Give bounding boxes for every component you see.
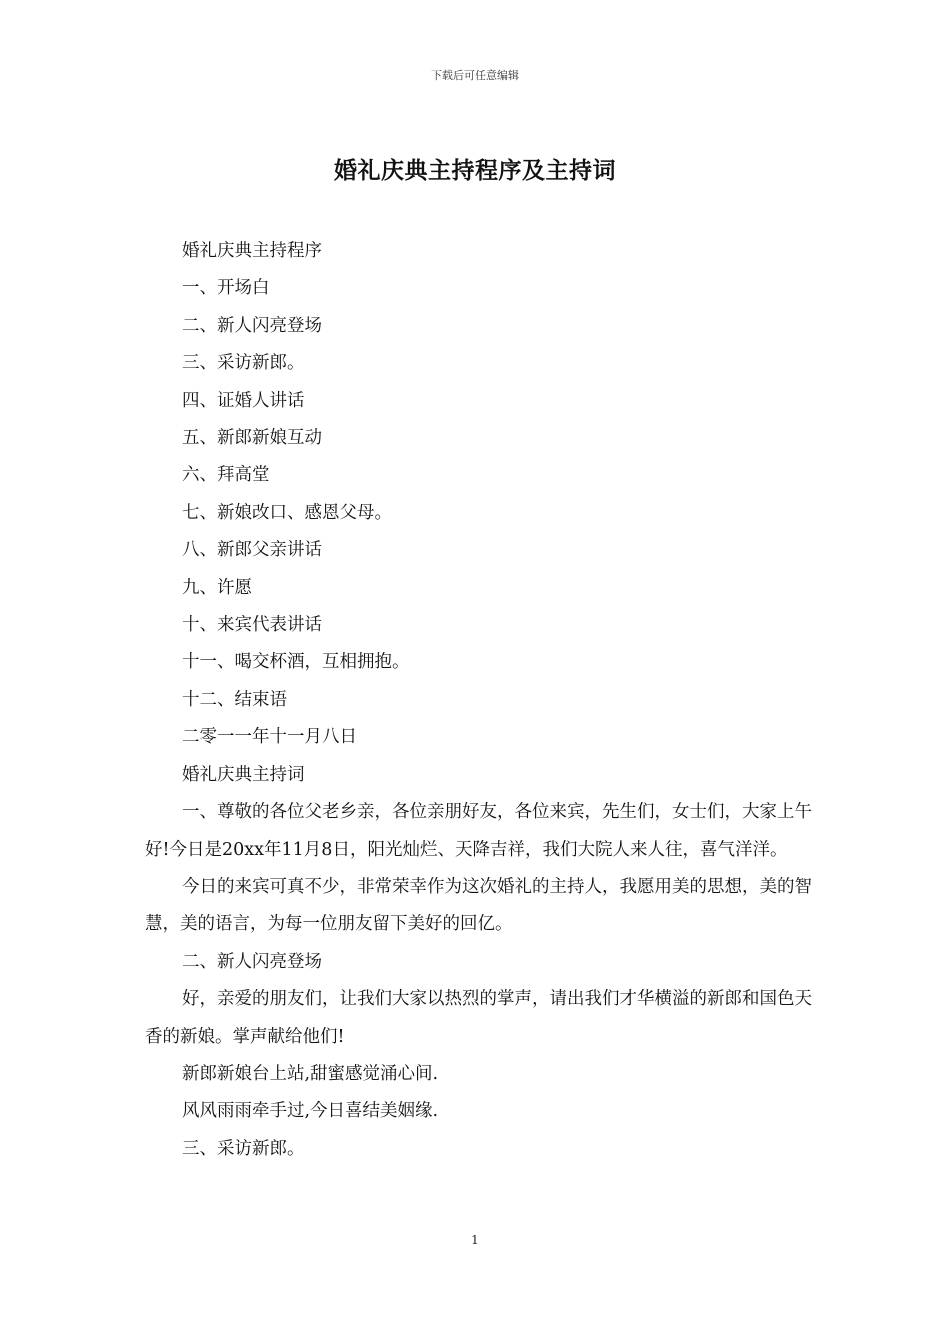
speech-verse-line: 新郎新娘台上站,甜蜜感觉涌心间. xyxy=(182,1063,439,1084)
speech-heading: 婚礼庆典主持词 xyxy=(182,764,305,785)
program-item: 三、采访新郎。 xyxy=(182,353,305,374)
program-item: 十一、喝交杯酒，互相拥抱。 xyxy=(182,652,410,673)
document-body xyxy=(145,233,820,1168)
speech-paragraph: 今日的来宾可真不少，非常荣幸作为这次婚礼的主持人，我愿用美的思想，美的智慧，美的语言，为每一位朋友留下美好的回亿。 xyxy=(145,876,812,935)
document-title: 婚礼庆典主持程序及主持词 xyxy=(334,157,616,184)
speech-verse-line: 风风雨雨牵手过,今日喜结美姻缘. xyxy=(182,1101,439,1122)
program-item: 九、许愿 xyxy=(182,577,252,598)
program-item: 八、新郎父亲讲话 xyxy=(182,540,322,561)
program-item: 五、新郎新娘互动 xyxy=(182,428,322,449)
program-heading: 婚礼庆典主持程序 xyxy=(182,241,322,261)
program-item: 六、拜高堂 xyxy=(182,465,270,486)
speech-section-heading: 三、采访新郎。 xyxy=(182,1138,305,1159)
program-date: 二零一一年十一月八日 xyxy=(182,727,357,748)
speech-paragraph: 一、尊敬的各位父老乡亲，各位亲朋好友，各位来宾，先生们，女士们，大家上午好!今日是20xx年11月8日，阳光灿烂、天降吉祥，我们大院人来人往，喜气洋洋。 xyxy=(145,802,812,860)
program-item: 十、来宾代表讲话 xyxy=(182,615,322,636)
speech-section-heading: 二、新人闪亮登场 xyxy=(182,951,322,972)
program-item: 一、开场白 xyxy=(182,278,270,299)
program-item: 四、证婚人讲话 xyxy=(182,390,305,411)
program-item: 十二、结束语 xyxy=(182,689,287,710)
program-item: 二、新人闪亮登场 xyxy=(182,315,322,336)
speech-paragraph: 好，亲爱的朋友们，让我们大家以热烈的掌声，请出我们才华横溢的新郎和国色天香的新娘。掌声献给他们! xyxy=(145,989,812,1047)
program-item: 七、新娘改口、感恩父母。 xyxy=(182,502,392,523)
header-note: 下载后可任意编辑 xyxy=(431,69,519,82)
page-number: 1 xyxy=(471,1233,479,1247)
